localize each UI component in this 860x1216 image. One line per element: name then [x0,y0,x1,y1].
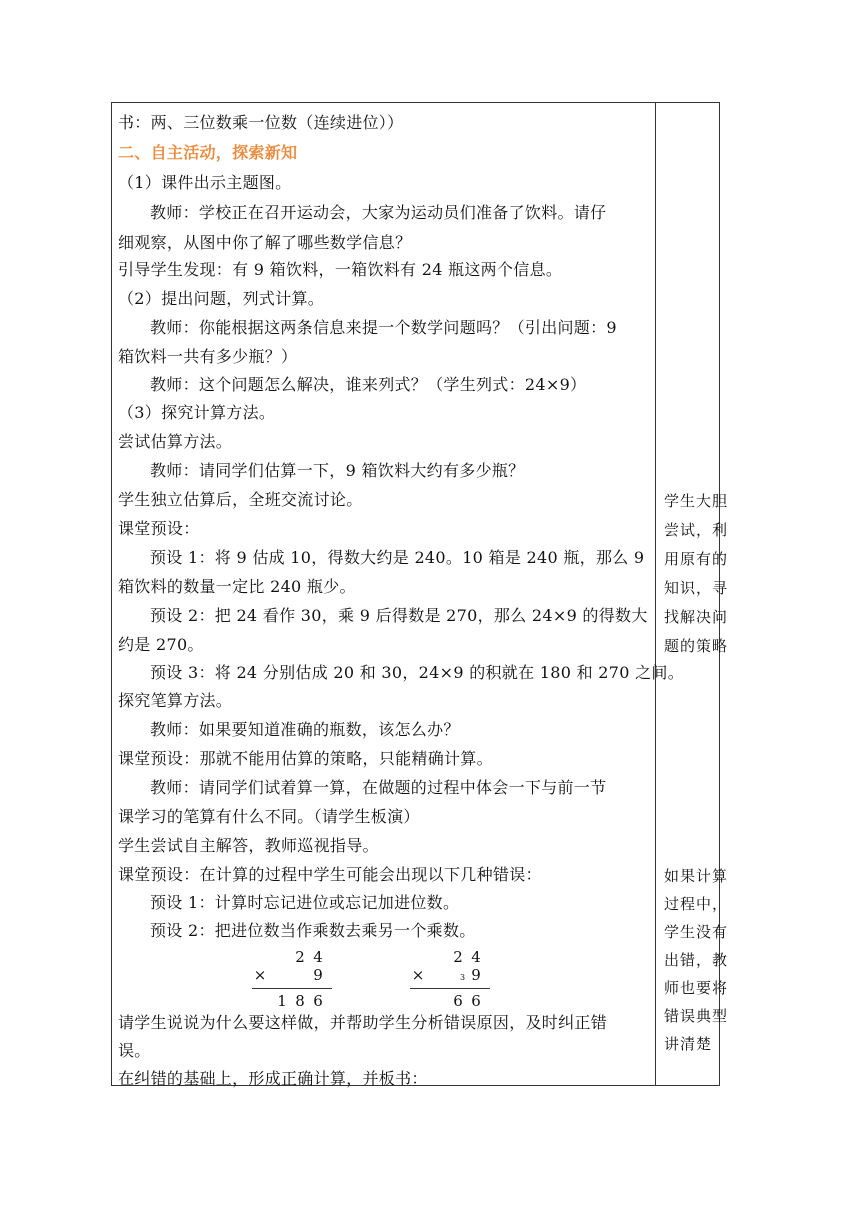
section-heading: 二、自主活动，探索新知 [118,143,298,162]
calc-digit: 2 [295,948,305,966]
text-line: 探究笔算方法。 [118,691,233,710]
multiply-sign: × [411,966,425,984]
calc-digit: 6 [453,992,463,1010]
text-line: 预设 1：将 9 估成 10，得数大约是 240。10 箱是 240 瓶，那么 9 [150,548,645,567]
note-line: 师也要将 [664,979,729,997]
note-line: 学生大胆 [664,492,729,510]
multiply-sign: × [253,966,267,984]
text-line: 预设 2：把 24 看作 30，乘 9 后得数是 270，那么 24×9 的得数大 [150,606,648,625]
text-line: （3）探究计算方法。 [118,403,276,422]
note-line: 错误典型 [664,1007,729,1025]
text-line: 课学习的笔算有什么不同。（请学生板演） [118,807,420,826]
text-line: 教师：学校正在召开运动会，大家为运动员们准备了饮料。请仔 [150,203,607,222]
calc-line [410,988,490,989]
calc-digit: 8 [295,992,305,1010]
calc-digit: 4 [471,948,481,966]
note-line: 尝试，利 [664,521,729,539]
text-line: 书：两、三位数乘一位数（连续进位）） [118,113,404,132]
calc-digit: 4 [313,948,323,966]
text-line: 约是 270。 [118,635,204,654]
text-line: 引导学生发现：有 9 箱饮料，一箱饮料有 24 瓶这两个信息。 [118,260,563,279]
calc-digit: 9 [471,966,481,984]
note-line: 过程中， [664,895,729,913]
text-line: 预设 2：把进位数当作乘数去乘另一个乘数。 [150,921,476,940]
text-line: 学生独立估算后，全班交流讨论。 [118,490,363,509]
calc-digit: 1 [277,992,287,1010]
text-line: 教师：如果要知道准确的瓶数，该怎么办？ [150,720,460,739]
calc-digit: 6 [313,992,323,1010]
note-line: 讲清楚 [664,1035,713,1053]
text-line: 学生尝试自主解答，教师巡视指导。 [118,836,379,855]
text-line: 箱饮料一共有多少瓶？） [118,347,298,366]
text-line: 尝试估算方法。 [118,432,233,451]
text-line: 细观察，从图中你了解了哪些数学信息？ [118,233,412,252]
calc-digit: 9 [313,966,323,984]
calc-digit: 2 [453,948,463,966]
text-line: 教师：请同学们估算一下，9 箱饮料大约有多少瓶？ [150,461,525,480]
note-line: 学生没有 [664,923,729,941]
text-line: 请学生说说为什么要这样做，并帮助学生分析错误原因，及时纠正错 [118,1013,608,1032]
text-line: 课堂预设：那就不能用估算的策略，只能精确计算。 [118,749,493,768]
text-line: 课堂预设：在计算的过程中学生可能会出现以下几种错误： [118,865,542,884]
note-line: 如果计算 [664,867,729,885]
note-line: 出错，教 [664,951,729,969]
text-line: （2）提出问题，列式计算。 [118,289,325,308]
text-line: 预设 1：计算时忘记进位或忘记加进位数。 [150,893,460,912]
calc-line [252,988,332,989]
lesson-plan-table [111,102,729,1088]
note-line: 知识，寻 [664,579,729,597]
text-line: 教师：这个问题怎么解决，谁来列式？（学生列式：24×9） [150,375,587,394]
text-line: 教师：请同学们试着算一算，在做题的过程中体会一下与前一节 [150,778,607,797]
text-line: 箱饮料的数量一定比 240 瓶少。 [118,577,356,596]
text-line: 教师：你能根据这两条信息来提一个数学问题吗？（引出问题：9 [150,318,617,337]
text-line: 课堂预设： [118,519,200,538]
note-line: 用原有的 [664,550,729,568]
text-line: 在纠错的基础上，形成正确计算，并板书： [118,1069,428,1088]
calc-digit: 6 [471,992,481,1010]
text-line: （1）课件出示主题图。 [118,173,292,192]
note-line: 题的策略 [664,637,729,655]
carry-digit: 3 [460,973,466,982]
note-line: 找解决问 [664,608,729,626]
text-line: 误。 [118,1041,151,1060]
text-line: 预设 3：将 24 分别估成 20 和 30，24×9 的积就在 180 和 270 之间。 [150,663,685,682]
column-divider [655,103,656,1085]
